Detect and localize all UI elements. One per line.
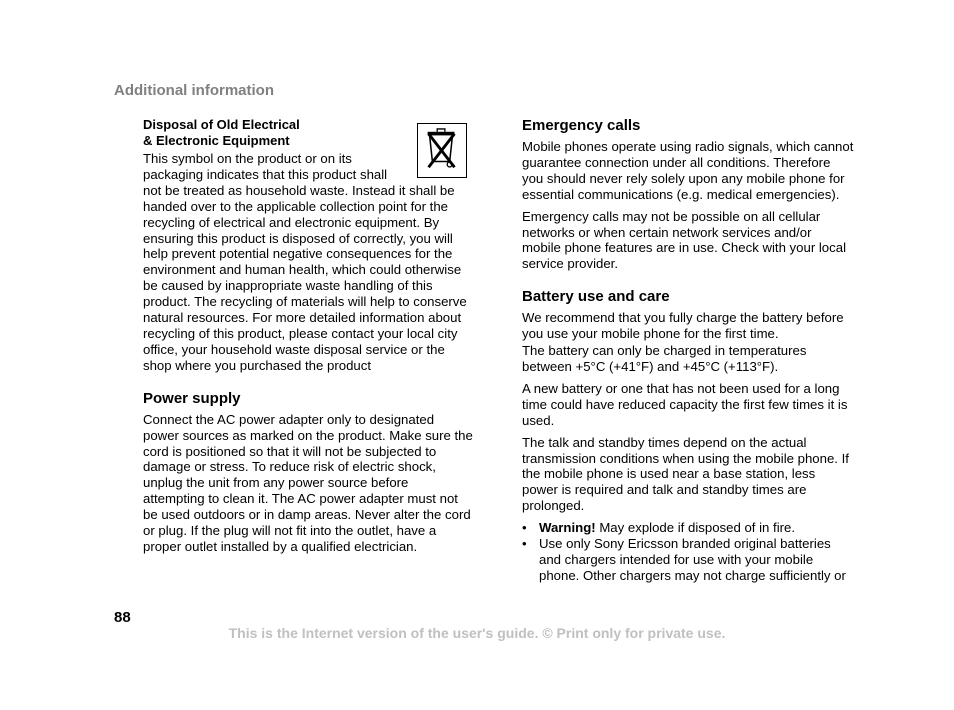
battery-heading: Battery use and care bbox=[522, 288, 670, 306]
emergency-paragraph-2: Emergency calls may not be possible on all cellular networks or when certain network services and/or mobile phone features are in use. Check with your local service provider. bbox=[522, 208, 847, 272]
power-supply-heading: Power supply bbox=[143, 389, 241, 407]
disposal-text: This symbol on the product or on its packaging indicates that this product shall not be treated as household waste. Instead it shall be handed over to the applicable collection point for the recycling of electrical and electronic equipment. By ensuring this product is disposed of correctly, you will help prevent potential negative consequences for the environment and human health, which could otherwise be caused by inappropriate waste handling of this product. The recycling of materials will help to conserve natural resources. For more detailed information about recycling of this product, please contact your local city office, your household waste disposal service or the shop where you purchased the product bbox=[143, 151, 467, 373]
bullet-symbol: • bbox=[522, 536, 527, 552]
emergency-paragraph-1: Mobile phones operate using radio signals, which cannot guarantee connection under all conditions. Therefore you should never rely solely upon any mobile phone for essential communications (e.g. medical emergencies). bbox=[522, 139, 854, 202]
battery-paragraph-3: A new battery or one that has not been used for a long time could have reduced capacity the first few times it is used. bbox=[522, 380, 848, 428]
battery-paragraph-4: The talk and standby times depend on the actual transmission conditions when using the mobile phone. If the mobile phone is used near a base station, less power is required and talk and standby times are prolonged. bbox=[522, 434, 849, 514]
bullet-text: Use only Sony Ericsson branded original batteries and chargers intended for use with your mobile phone. Other chargers may not charge sufficiently or bbox=[539, 536, 846, 583]
disposal-title: Disposal of Old Electrical & Electronic Equipment bbox=[143, 117, 300, 148]
footer-notice: This is the Internet version of the user's guide. © Print only for private use. bbox=[228, 625, 726, 641]
right-column bbox=[522, 117, 854, 584]
battery-paragraph-1: We recommend that you fully charge the battery before you use your mobile phone for the first time. bbox=[522, 310, 844, 342]
bullet-text: May explode if disposed of in fire. bbox=[595, 520, 796, 536]
battery-paragraph-2: The battery can only be charged in temperatures between +5°C (+41°F) and +45°C (+113°F). bbox=[522, 343, 807, 374]
section-header: Additional information bbox=[114, 82, 274, 99]
bullet-symbol: • bbox=[522, 520, 527, 536]
bullet-item bbox=[522, 520, 854, 536]
bullet-item bbox=[522, 536, 854, 584]
power-supply-text: Connect the AC power adapter only to designated power sources as marked on the product. Make sure the cord is positioned so that it will not be subjected to damage or stress. To reduce risk of electric shock, unplug the unit from any power source before attempting to clean it. The AC power adapter must not be used outdoors or in damp areas. Never alter the cord or plug. If the plug will not fit into the outlet, have a proper outlet installed by a qualified electrician. bbox=[143, 411, 473, 554]
page-number: 88 bbox=[114, 609, 131, 626]
crossed-out-wheelie-bin-icon bbox=[417, 123, 467, 178]
emergency-calls-heading: Emergency calls bbox=[522, 117, 641, 134]
warning-label: Warning! bbox=[539, 520, 596, 536]
left-column bbox=[143, 117, 473, 561]
